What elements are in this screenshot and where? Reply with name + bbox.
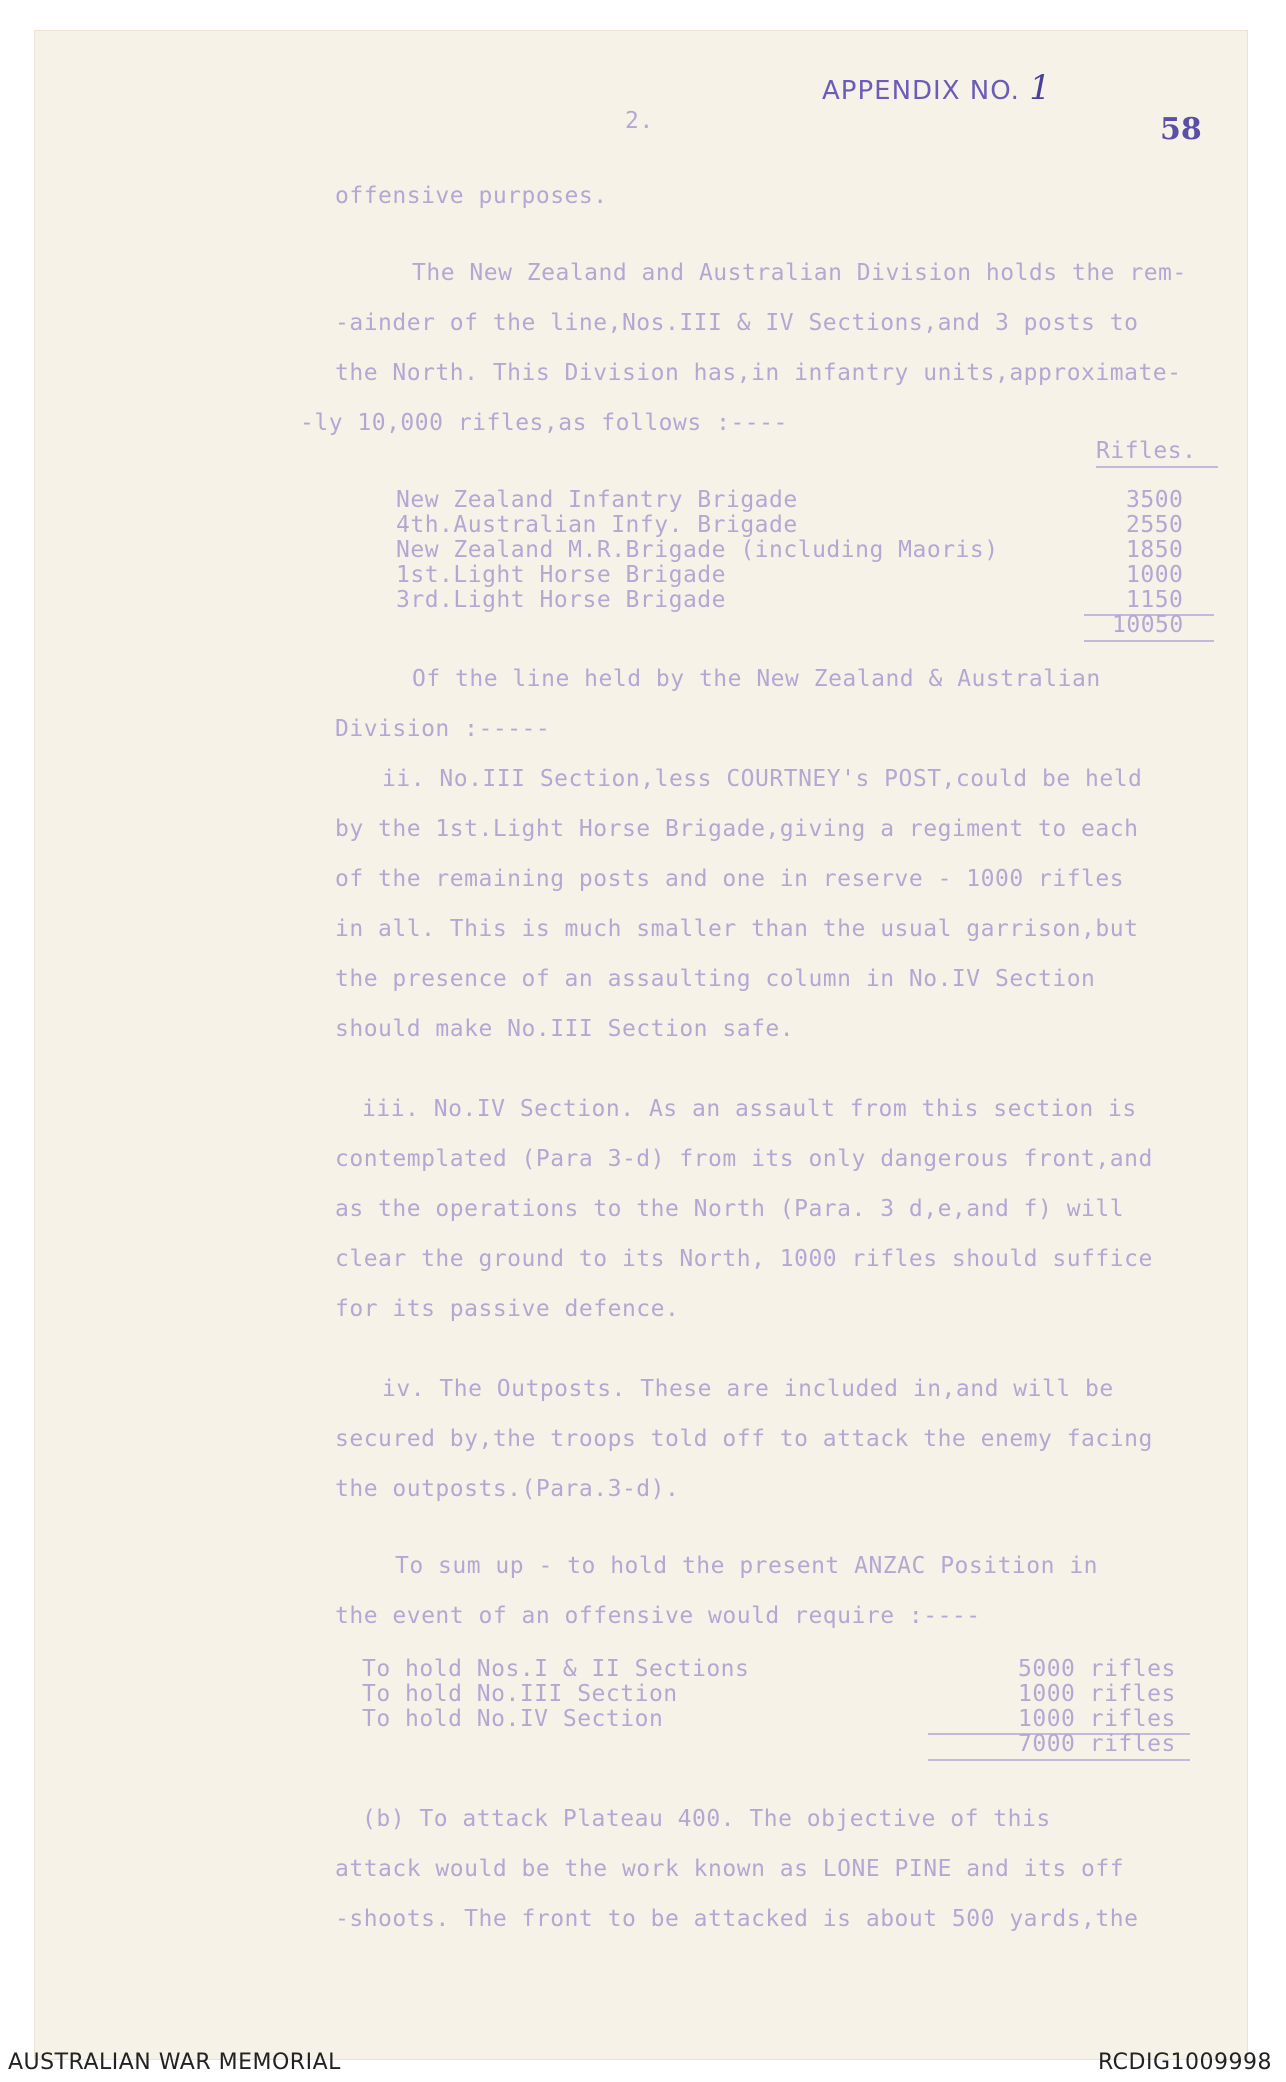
unit-rifles: 1850 [1126, 537, 1184, 563]
archive-id: RCDIG1009998 [1097, 2050, 1272, 2075]
text-line: The New Zealand and Australian Division holds the rem- [412, 260, 1187, 286]
text-line: contemplated (Para 3-d) from its only dangerous front,and [335, 1146, 1153, 1172]
hold-name: To hold No.IV Section [362, 1706, 664, 1732]
unit-name: New Zealand M.R.Brigade (including Maoris) [396, 537, 999, 563]
text-line: iii. No.IV Section. As an assault from this section is [362, 1096, 1137, 1122]
appendix-number: 1 [1029, 68, 1052, 108]
text-line: -ainder of the line,Nos.III & IV Sections,and 3 posts to [335, 310, 1139, 336]
text-line: secured by,the troops told off to attack the enemy facing [335, 1426, 1153, 1452]
holds-total: 7000 rifles [1018, 1731, 1176, 1757]
archive-credit: AUSTRALIAN WAR MEMORIAL [8, 2050, 341, 2075]
rifles-column-header: Rifles. [1096, 438, 1197, 464]
holds-total-underline [928, 1759, 1190, 1761]
unit-rifles: 1150 [1126, 587, 1184, 613]
text-line: the outposts.(Para.3-d). [335, 1476, 680, 1502]
text-line: attack would be the work known as LONE PINE and its off [335, 1856, 1125, 1882]
page-number: 2. [625, 108, 654, 134]
text-line: To sum up - to hold the present ANZAC Position in [395, 1553, 1099, 1579]
text-line: the North. This Division has,in infantry units,approximate- [335, 360, 1182, 386]
unit-name: New Zealand Infantry Brigade [396, 487, 798, 513]
text-line: Of the line held by the New Zealand & Australian [412, 666, 1101, 692]
text-line: Division :----- [335, 716, 551, 742]
text-line: of the remaining posts and one in reserve - 1000 rifles [335, 866, 1125, 892]
text-line: (b) To attack Plateau 400. The objective of this [362, 1806, 1051, 1832]
unit-rifles: 2550 [1126, 512, 1184, 538]
rifles-header-underline [1096, 466, 1218, 468]
text-line: should make No.III Section safe. [335, 1016, 795, 1042]
hold-rifles: 1000 rifles [1018, 1706, 1176, 1732]
hold-name: To hold Nos.I & II Sections [362, 1656, 750, 1682]
text-line: for its passive defence. [335, 1296, 680, 1322]
text-line: iv. The Outposts. These are included in,and will be [382, 1376, 1114, 1402]
hold-rifles: 5000 rifles [1018, 1656, 1176, 1682]
unit-rifles: 3500 [1126, 487, 1184, 513]
text-line: in all. This is much smaller than the usual garrison,but [335, 916, 1139, 942]
unit-name: 1st.Light Horse Brigade [396, 562, 726, 588]
unit-name: 4th.Australian Infy. Brigade [396, 512, 798, 538]
text-line: the event of an offensive would require :---- [335, 1603, 981, 1629]
text-line: clear the ground to its North, 1000 rifles should suffice [335, 1246, 1153, 1272]
unit-name: 3rd.Light Horse Brigade [396, 587, 726, 613]
hold-rifles: 1000 rifles [1018, 1681, 1176, 1707]
hold-name: To hold No.III Section [362, 1681, 678, 1707]
units-total: 10050 [1112, 612, 1184, 638]
folio-number: 58 [1160, 112, 1202, 147]
units-total-underline [1084, 640, 1214, 642]
unit-rifles: 1000 [1126, 562, 1184, 588]
text-line: -ly 10,000 rifles,as follows :---- [300, 410, 788, 436]
text-line: as the operations to the North (Para. 3 d,e,and f) will [335, 1196, 1125, 1222]
text-line: -shoots. The front to be attacked is about 500 yards,the [335, 1906, 1139, 1932]
text-line: offensive purposes. [335, 183, 608, 209]
appendix-stamp [822, 68, 1052, 108]
appendix-label: APPENDIX NO. [822, 76, 1020, 106]
text-line: the presence of an assaulting column in No.IV Section [335, 966, 1096, 992]
text-line: by the 1st.Light Horse Brigade,giving a regiment to each [335, 816, 1139, 842]
text-line: ii. No.III Section,less COURTNEY's POST,could be held [382, 766, 1143, 792]
